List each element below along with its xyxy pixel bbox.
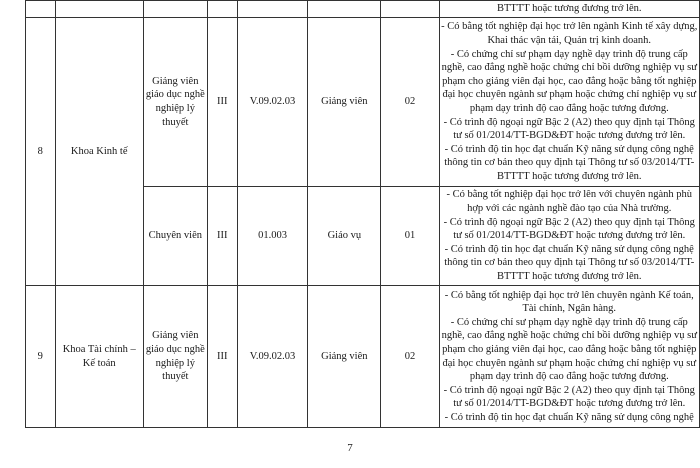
requirement-line: - Có bằng tốt nghiệp đại học trở lên chuyên ngành Kế toán, Tài chính, Ngân hàng. (444, 289, 694, 315)
table-cell (26, 1, 56, 18)
job-cell: Giảng viên (308, 286, 381, 428)
requirement-line: - Có trình độ tin học đạt chuẩn Kỹ năng sử dụng công nghệ (444, 411, 694, 423)
requirement-line: - Có trình độ ngoại ngữ Bậc 2 (A2) theo quy định tại Thông tư số 01/2014/TT-BGD&ĐT hoặc tương đương trở lên. (443, 116, 695, 142)
position-title: Giảng viên giáo dục nghề nghiệp lý thuyết (143, 18, 207, 187)
requirement-line: - Có bằng tốt nghiệp đại học trở lên ngành Kinh tế xây dựng, Khai thác vận tải, Quản trị kinh doanh. (441, 21, 698, 47)
position-title: Chuyên viên (143, 187, 207, 286)
requirement-line: - Có trình độ ngoại ngữ Bậc 2 (A2) theo quy định tại Thông tư số 01/2014/TT-BGD&ĐT hoặc tương đương trở lên. (443, 216, 695, 242)
code-cell: 01.003 (237, 187, 308, 286)
requirements-cell (439, 18, 699, 187)
requirement-line: - Có chứng chỉ sư phạm dạy nghề dạy trình độ trung cấp nghề, cao đẳng nghề hoặc chứng chỉ bồi dưỡng nghiệp vụ sư phạm cho giảng viên đại học, cao đẳng hoặc bằng tốt nghiệp đại học chuyên ngành sư phạm hoặc chứng chỉ nghiệp vụ sư phạm dạy trình độ cao đẳng hoặc tương đương. (441, 316, 697, 383)
stt-cell: 9 (26, 286, 56, 428)
recruitment-table (25, 0, 700, 428)
table-cell (381, 1, 439, 18)
table-row (26, 1, 700, 18)
table-cell (55, 1, 143, 18)
table-row (26, 18, 700, 187)
count-cell: 02 (381, 18, 439, 187)
code-cell: V.09.02.03 (237, 18, 308, 187)
table-row (26, 286, 700, 428)
requirements-cell (439, 187, 699, 286)
grade-cell: III (207, 187, 237, 286)
requirement-line: BTTTT hoặc tương đương trở lên. (497, 3, 642, 15)
stt-cell: 8 (26, 18, 56, 286)
job-cell: Giảng viên (308, 18, 381, 187)
page-number: 7 (347, 442, 353, 454)
position-title: Giảng viên giáo dục nghề nghiệp lý thuyết (143, 286, 207, 428)
code-cell: V.09.02.03 (237, 286, 308, 428)
requirement-line: - Có trình độ tin học đạt chuẩn Kỹ năng sử dụng công nghệ thông tin cơ bản theo quy định tại Thông tư số 03/2014/TT-BTTTT hoặc tương đương trở lên. (444, 243, 695, 282)
table-cell (308, 1, 381, 18)
count-cell: 01 (381, 187, 439, 286)
requirement-line: - Có trình độ ngoại ngữ Bậc 2 (A2) theo quy định tại Thông tư số 01/2014/TT-BGD&ĐT hoặc tương đương trở lên. (443, 384, 695, 410)
requirement-line: - Có trình độ tin học đạt chuẩn Kỹ năng sử dụng công nghệ thông tin cơ bản theo quy định tại Thông tư số 03/2014/TT-BTTTT hoặc tương đương trở lên. (444, 143, 695, 182)
table-cell (143, 1, 207, 18)
grade-cell: III (207, 286, 237, 428)
requirements-cell (439, 286, 699, 428)
requirement-line: - Có chứng chỉ sư phạm dạy nghề dạy trình độ trung cấp nghề, cao đẳng nghề hoặc chứng chỉ bồi dưỡng nghiệp vụ sư phạm cho giảng viên đại học, cao đẳng hoặc bằng tốt nghiệp đại học chuyên ngành sư phạm hoặc chứng chỉ nghiệp vụ sư phạm dạy trình độ cao đẳng hoặc tương đương. (441, 48, 697, 114)
requirement-line: - Có bằng tốt nghiệp đại học trở lên với chuyên ngành phù hợp với các ngành nghề đào tạo của Nhà trường. (446, 189, 693, 215)
table-cell (237, 1, 308, 18)
count-cell: 02 (381, 286, 439, 428)
table-cell (207, 1, 237, 18)
job-cell: Giáo vụ (308, 187, 381, 286)
grade-cell: III (207, 18, 237, 187)
department-cell: Khoa Tài chính – Kế toán (55, 286, 143, 428)
department-cell: Khoa Kinh tế (55, 18, 143, 286)
requirements-cell (439, 1, 699, 18)
